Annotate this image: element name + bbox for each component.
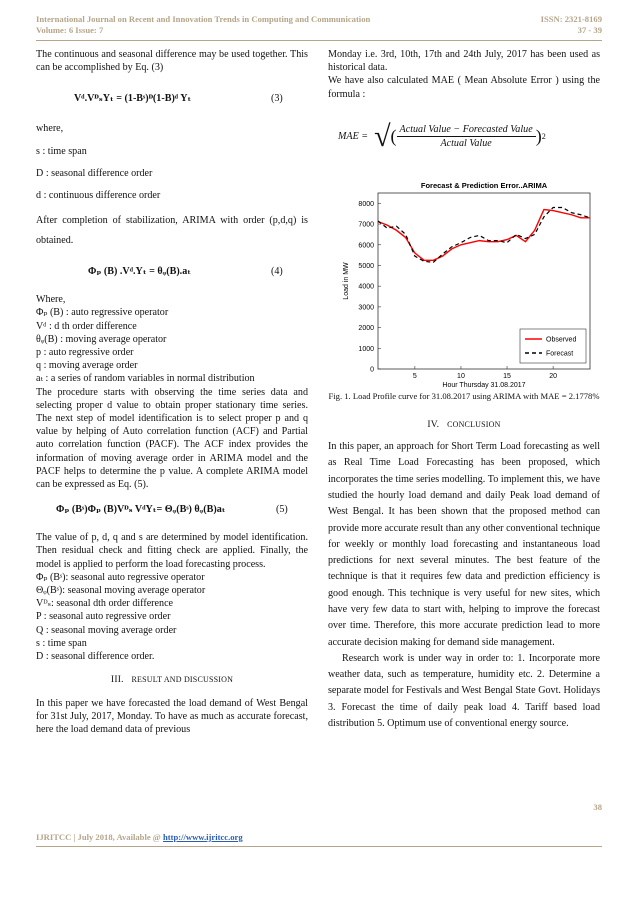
paragraph: In this paper, an approach for Short Term Load forecasting as well as Real Time Load Forecasting has been proposed, which incorporates the time series modelling. To implement this, we have studied the hourly load demand and daily Peak load demand of West Bengal. It has been shown that the proposed method can provide more accurate result than any other conventional technique for weekly or monthly load forecasting and instantaneous load predictions for next several minutes. The best feature of the technique is that it requires few data and prediction efficiency is good enough. This technique is very useful for new sites, which have very few data to start with, helping to improve the forecast over time. Therefore, this more accurate prediction lead to more accurate decision making for demand side management. [328, 441, 600, 648]
paragraph: The continuous and seasonal difference may be used together. This can be accomplished by Eq. (3) [36, 49, 308, 74]
legend-box [520, 329, 586, 363]
section-number: III. [110, 674, 124, 686]
equation-number: (3) [271, 93, 283, 105]
paragraph: Monday i.e. 3rd, 10th, 17th and 24th July, 2017 has been used as historical data. [328, 49, 600, 74]
definition: s : time span [36, 145, 87, 157]
equation-text: Φₚ (Bˢ)Φₚ (B)Vᴰₛ VᵈYₜ= Θᵩ(Bˢ) θᵩ(B)aₜ [56, 504, 226, 516]
close-paren: ) [535, 126, 542, 147]
page-range: 37 - 39 [577, 25, 602, 35]
paragraph: Research work is under way in order to: 1. Incorporate more weather data, such as temperature, humidity etc. 2. Determine a separate model for Festivals and West Bengal State Govt. Holidays 3. Forecast the time of daily peak load 4. Tariff based load distribution 5. Optimum use of conventional energy source. [328, 652, 600, 730]
journal-issn: ISSN: 2321-8169 [540, 14, 602, 24]
definition: q : moving average order [36, 360, 138, 372]
y-tick-label: 2000 [358, 324, 374, 332]
x-tick-label: 20 [549, 372, 558, 380]
equation-text: Φₚ (B) .Vᵈ.Yₜ = θᵩ(B).aₜ [88, 266, 191, 278]
load-forecast-chart [328, 179, 600, 389]
section-title: RESULT AND DISCUSSION [131, 675, 234, 685]
definition: d : continuous difference order [36, 190, 161, 202]
page-footer [36, 802, 602, 842]
definition: p : auto regressive order [36, 347, 134, 359]
definition: D : seasonal difference order. [36, 651, 155, 663]
definition-list [36, 306, 308, 385]
section-heading [36, 673, 308, 686]
journal-volume: Volume: 6 Issue: 7 [36, 25, 104, 35]
y-tick-label: 1000 [358, 345, 374, 353]
definition: Q : seasonal moving average order [36, 624, 177, 636]
header-rule [36, 40, 602, 41]
paragraph: The procedure starts with observing the time series data and selecting proper d value to obtain proper stationary time series. The next step of model identification is to select proper p and q value by helping of Auto correlation function (ACF) and Partial auto correlation function (PACF). The ACF index provides the information of moving average order in ARIMA model and the PACF helps to determine the p value. A complete ARIMA model can be expressed as Eq. (5). [36, 386, 308, 491]
equation-5 [36, 503, 308, 523]
fraction-denominator: Actual Value [440, 138, 492, 150]
x-tick-label: 15 [503, 372, 511, 380]
x-axis-label: Hour Thursday 31.08.2017 [442, 381, 526, 389]
mae-formula: MAE = √ ( $\frac{\text{Actual Value − Forecasted Value}}{\text{Actual Value}}$ ) 2 [338, 120, 546, 154]
where-label: where, [36, 123, 64, 135]
definition: θᵩ(B) : moving average operator [36, 333, 167, 345]
fraction-numerator: Actual Value − Forecasted Value [397, 123, 536, 137]
section-heading [328, 418, 600, 431]
y-tick-label: 7000 [358, 221, 374, 229]
definition: aₜ : a series of random variables in normal distribution [36, 373, 255, 385]
journal-link[interactable]: http://www.ijritcc.org [162, 832, 243, 842]
definition: Φₚ (B) : auto regressive operator [36, 307, 169, 319]
footer-text: IJRITCC | July 2018, Available @ [36, 832, 163, 842]
formula-lhs: MAE = [338, 131, 369, 143]
y-tick-label: 3000 [358, 304, 374, 312]
journal-name: International Journal on Recent and Innovation Trends in Computing and Communication [36, 14, 371, 24]
figure-caption: Fig. 1. Load Profile curve for 31.08.2017 using ARIMA with MAE = 2.1778% [328, 390, 600, 401]
equation-number: (5) [276, 504, 288, 516]
left-column [36, 48, 308, 736]
paragraph: After completion of stabilization, ARIMA with order (p,d,q) is obtained. [36, 215, 308, 247]
definition: P : seasonal auto regressive order [36, 611, 171, 623]
chart-title: Forecast & Prediction Error..ARIMA [420, 180, 548, 190]
legend-label: Observed [546, 336, 577, 344]
open-paren: ( [390, 126, 397, 147]
paragraph: The value of p, d, q and s are determined by model identification. Then residual check and fitting check are applied. Finally, the model is applied to perform the load forecasting process. [36, 532, 308, 570]
definition-list [36, 571, 308, 663]
where-label: Where, [36, 294, 66, 306]
definition: Vᴰₛ: seasonal dth order difference [36, 598, 174, 610]
section-number: IV. [427, 418, 440, 430]
definition: Θᵩ(Bˢ): seasonal moving average operator [36, 585, 206, 597]
y-tick-label: 8000 [358, 200, 374, 208]
equation-text: Vᵈ.VᴰₛYₜ = (1-Bˢ)ᴰ(1-B)ᵈ Yₜ [74, 93, 192, 105]
equation-number: (4) [271, 266, 283, 278]
y-tick-label: 5000 [358, 262, 374, 270]
page-number: 38 [593, 802, 602, 812]
definition: Vᵈ : d th order difference [36, 320, 137, 332]
y-tick-label: 0 [370, 366, 374, 374]
footer-rule [36, 846, 602, 847]
paragraph: In this paper we have forecasted the load demand of West Bengal for 31st July, 2017, Monday. To have as much as accurate forecast, here the load demand data of previous [36, 697, 308, 735]
formula-fraction [397, 123, 536, 150]
definition: D : seasonal difference order [36, 167, 153, 179]
x-tick-label: 5 [412, 372, 417, 380]
equation-3 [36, 92, 308, 112]
y-tick-label: 4000 [358, 283, 374, 291]
right-column [328, 48, 600, 732]
x-tick-label: 10 [457, 372, 465, 380]
equation-4 [36, 265, 308, 285]
y-tick-label: 6000 [358, 242, 374, 250]
definition: s : time span [36, 637, 87, 649]
sqrt-symbol: √ [374, 120, 391, 154]
paragraph: We have also calculated MAE ( Mean Absolute Error ) using the formula : [328, 75, 600, 100]
definition: Φₚ (Bˢ): seasonal auto regressive operator [36, 571, 205, 583]
section-title: CONCLUSION [447, 419, 501, 429]
legend-label: Forecast [546, 350, 574, 358]
chart-svg [328, 179, 600, 389]
y-axis-label: Load in MW [343, 262, 350, 300]
